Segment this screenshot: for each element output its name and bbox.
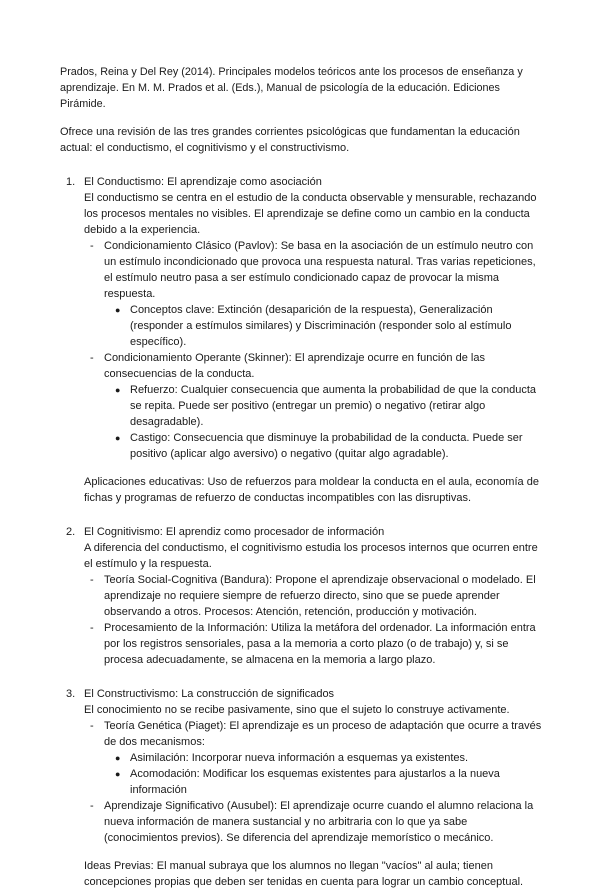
section-heading <box>60 686 544 702</box>
sub-list-item <box>60 382 544 430</box>
section-title: El Cognitivismo: El aprendiz como procesador de información <box>84 526 385 538</box>
list-item <box>60 620 544 668</box>
section-number: 1. <box>66 176 76 188</box>
section-body: El conocimiento no se recibe pasivamente, sino que el sujeto lo construye activamente. <box>84 704 510 716</box>
section-title: El Conductismo: El aprendizaje como asociación <box>84 176 322 188</box>
list-item <box>60 718 544 750</box>
section-note: Aplicaciones educativas: Uso de refuerzos para moldear la conducta en el aula, economía de fichas y programas de refuerzo de conductas incompatibles con las disruptivas. <box>84 476 539 504</box>
list-item-text: Procesamiento de la Información: Utiliza la metáfora del ordenador. La información entra por los registros sensoriales, pasa a la memoria a corto plazo (o de trabajo) y, si se procesa adecuadamente, se almacena en la memoria a largo plazo. <box>104 622 536 666</box>
dash-marker: - <box>90 574 94 586</box>
list-item-text: Teoría Genética (Piaget): El aprendizaje es un proceso de adaptación que ocurre a través de dos mecanismos: <box>104 720 542 748</box>
list-item-text: Condicionamiento Clásico (Pavlov): Se basa en la asociación de un estímulo neutro con un estímulo incondicionado que provoca una respuesta natural. Tras varias repeticiones, el estímulo neutro pasa a ser estímulo condicionado capaz de provocar la misma respuesta. <box>104 240 536 300</box>
list-item <box>60 572 544 620</box>
list-item-text: Aprendizaje Significativo (Ausubel): El aprendizaje ocurre cuando el alumno relaciona la nueva información de manera sustancial y no arbitraria con lo que ya sabe (conocimientos previos). Se diferencia del aprendizaje memorístico o mecánico. <box>104 800 534 844</box>
dash-marker: - <box>90 622 94 634</box>
bullet-icon: ● <box>115 753 121 763</box>
sub-list-item <box>60 766 544 798</box>
bullet-icon: ● <box>115 305 121 315</box>
sub-list-item-text: Castigo: Consecuencia que disminuye la probabilidad de la conducta. Puede ser positivo (aplicar algo aversivo) o negativo (quitar algo agradable). <box>130 432 523 460</box>
section-note: Ideas Previas: El manual subraya que los alumnos no llegan "vacíos" al aula; tienen concepciones propias que deben ser tenidas en cuenta para lograr un cambio conceptual. <box>84 860 524 888</box>
sections-list <box>60 174 544 890</box>
sub-list-item <box>60 302 544 350</box>
list-item-text: Teoría Social-Cognitiva (Bandura): Propone el aprendizaje observacional o modelado. El aprendizaje no requiere siempre de refuerzo directo, sino que se puede aprender observando a otros. Procesos: Atención, retención, producción y motivación. <box>104 574 536 618</box>
list-item <box>60 238 544 302</box>
section-number: 2. <box>66 526 76 538</box>
dash-marker: - <box>90 240 94 252</box>
sub-list-item-text: Acomodación: Modificar los esquemas existentes para ajustarlos a la nueva información <box>130 768 500 796</box>
bullet-icon: ● <box>115 433 121 443</box>
dash-marker: - <box>90 352 94 364</box>
sub-list-item-text: Refuerzo: Cualquier consecuencia que aumenta la probabilidad de que la conducta se repita. Puede ser positivo (entregar un premio) o negativo (retirar algo desagradable). <box>130 384 537 428</box>
section-2 <box>60 524 544 668</box>
section-1 <box>60 174 544 506</box>
bullet-icon: ● <box>115 385 121 395</box>
section-heading <box>60 174 544 190</box>
list-item-text: Condicionamiento Operante (Skinner): El aprendizaje ocurre en función de las consecuencias de la conducta. <box>104 352 485 380</box>
dash-marker: - <box>90 720 94 732</box>
bullet-icon: ● <box>115 769 121 779</box>
citation: Prados, Reina y Del Rey (2014). Principales modelos teóricos ante los procesos de enseñanza y aprendizaje. En M. M. Prados et al. (Eds.), Manual de psicología de la educación. Ediciones Pirámide. <box>60 66 523 110</box>
section-body: El conductismo se centra en el estudio de la conducta observable y mensurable, rechazando los procesos mentales no visibles. El aprendizaje se define como un cambio en la conducta debido a la experiencia. <box>84 192 537 236</box>
list-item <box>60 350 544 382</box>
list-item <box>60 798 544 846</box>
section-number: 3. <box>66 688 76 700</box>
section-title: El Constructivismo: La construcción de significados <box>84 688 335 700</box>
section-heading <box>60 524 544 540</box>
section-3 <box>60 686 544 890</box>
dash-marker: - <box>90 800 94 812</box>
section-body: A diferencia del conductismo, el cognitivismo estudia los procesos internos que ocurren entre el estímulo y la respuesta. <box>84 542 538 570</box>
sub-list-item <box>60 750 544 766</box>
sub-list-item <box>60 430 544 462</box>
sub-list-item-text: Conceptos clave: Extinción (desaparición de la respuesta), Generalización (responder a estímulos similares) y Discriminación (responder solo al estímulo específico). <box>130 304 512 348</box>
sub-list-item-text: Asimilación: Incorporar nueva información a esquemas ya existentes. <box>130 752 469 764</box>
intro-paragraph: Ofrece una revisión de las tres grandes corrientes psicológicas que fundamentan la educación actual: el conductismo, el cognitivismo y el constructivismo. <box>60 126 520 154</box>
